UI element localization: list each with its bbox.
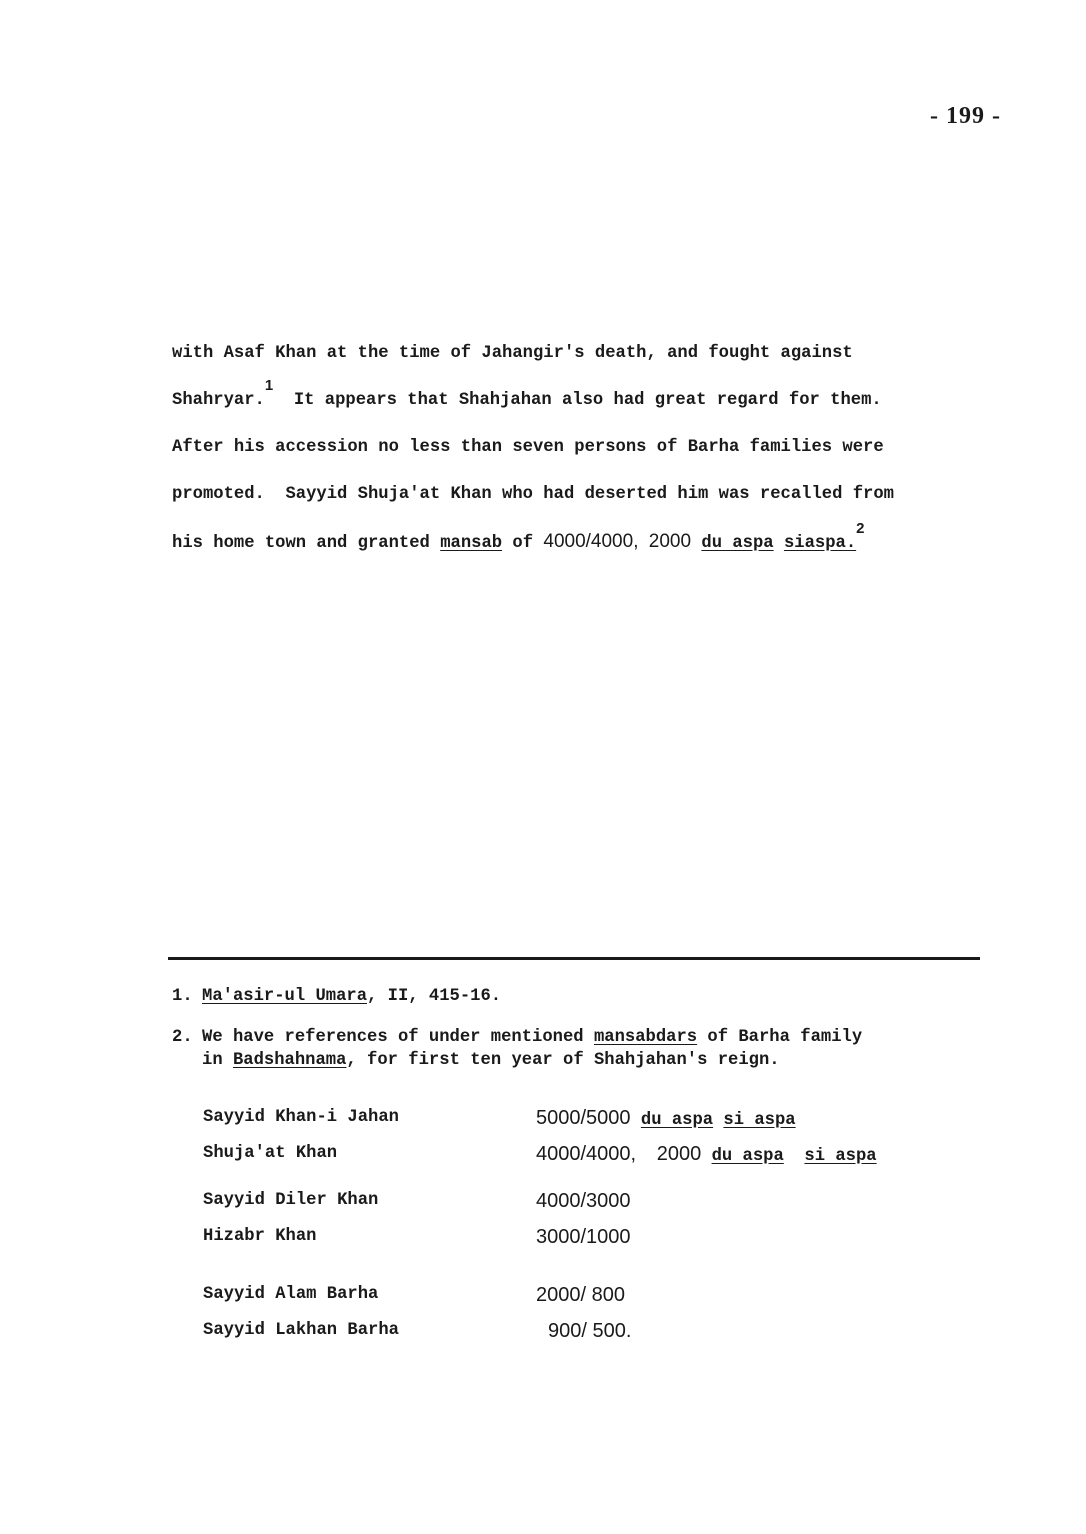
rank-extra: 2000 (648, 531, 692, 552)
footnote-text: We have references of under mentioned (202, 1028, 594, 1047)
footnote-2 (172, 1026, 972, 1072)
rank-value: 4000/4000, (536, 1143, 637, 1165)
citation: , II, 415-16. (367, 987, 502, 1006)
footnote-number: 2. (172, 1028, 193, 1047)
mansabdar-name: Shuja'at Khan (203, 1144, 338, 1163)
body-line-1: with Asaf Khan at the time of Jahangir's death, and fought against (172, 344, 853, 363)
footnote-text: of Barha family (697, 1028, 863, 1047)
footnote-ref-1: 1 (264, 377, 274, 394)
mansabdar-rank (548, 1313, 631, 1352)
mansabdar-rank (536, 1136, 877, 1175)
body-text: It appears that Shahjahan also had great regard for them. (293, 391, 882, 410)
term-siaspa: siaspa. (783, 534, 857, 553)
mansabdar-name: Sayyid Diler Khan (203, 1191, 379, 1210)
footnote-1 (172, 985, 972, 1008)
mansabdar-rank (536, 1219, 631, 1258)
body-paragraph (172, 330, 972, 565)
body-line-2 (172, 377, 972, 424)
term-du-aspa: du aspa (701, 534, 774, 553)
body-line-4: promoted. Sayyid Shuja'at Khan who had deserted him was recalled from (172, 485, 894, 504)
page-number: - 199 - (930, 103, 1001, 129)
footnote-number: 1. (172, 987, 193, 1006)
rank-value: 900/ 500. (548, 1320, 632, 1342)
rank-value: 4000/4000, (543, 531, 639, 552)
body-line-3: After his accession no less than seven persons of Barha families were (172, 438, 884, 457)
footnote-text: in (202, 1051, 233, 1070)
rank-extra: 2000 (656, 1143, 702, 1165)
footnote-ref-2: 2 (856, 520, 865, 537)
footnote-text: , for first ten year of Shahjahan's reign. (346, 1051, 780, 1070)
body-text: Shahryar. (172, 391, 265, 410)
term-du-aspa: du aspa (640, 1111, 714, 1130)
mansabdar-name: Sayyid Khan-i Jahan (203, 1108, 399, 1127)
mansabdar-name: Sayyid Lakhan Barha (203, 1321, 399, 1340)
term-mansabdars: mansabdars (593, 1028, 698, 1047)
mansabdar-name: Hizabr Khan (203, 1227, 317, 1246)
source-badshahnama: Badshahnama (232, 1051, 347, 1070)
footnote-divider (168, 957, 980, 960)
mansabdar-name: Sayyid Alam Barha (203, 1285, 379, 1304)
rank-value: 4000/3000 (536, 1190, 631, 1212)
footnotes (172, 985, 972, 1090)
term-si-aspa: si aspa (804, 1147, 877, 1166)
term-mansab: mansab (440, 534, 503, 553)
term-du-aspa: du aspa (711, 1147, 784, 1166)
body-text: his home town and granted (172, 534, 430, 553)
body-line-5 (172, 518, 972, 565)
term-si-aspa: si aspa (723, 1111, 796, 1130)
rank-value: 2000/ 800 (536, 1284, 625, 1306)
mansabdar-rank (536, 1100, 796, 1139)
mansabdar-rank (536, 1183, 631, 1222)
rank-value: 5000/5000 (536, 1107, 631, 1129)
rank-value: 3000/1000 (536, 1226, 631, 1248)
mansabdar-rank (536, 1277, 625, 1316)
source-title: Ma'asir-ul Umara (202, 987, 368, 1006)
body-text: of (512, 534, 534, 553)
